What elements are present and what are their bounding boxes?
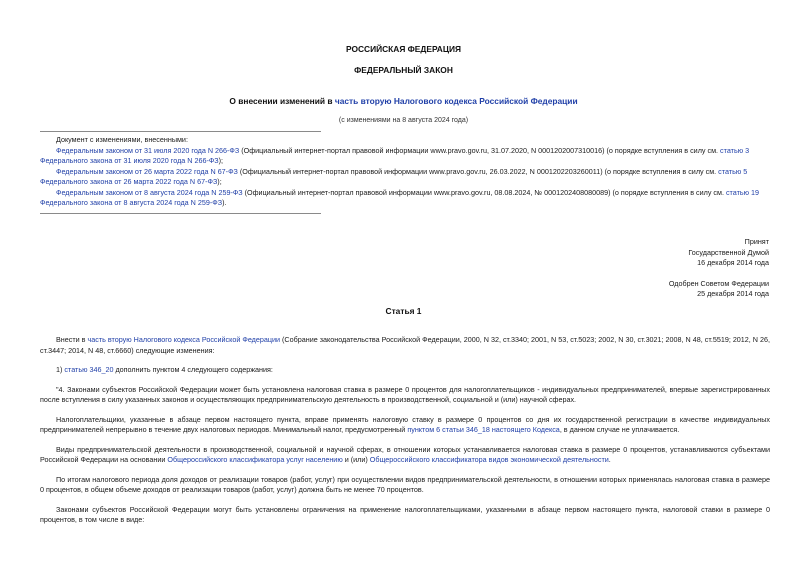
adoption-block: [669, 237, 769, 300]
country-heading: РОССИЙСКАЯ ФЕДЕРАЦИЯ: [345, 44, 462, 54]
article-title: Статья 1: [385, 306, 422, 316]
title-link-tax-code[interactable]: часть вторую Налогового кодекса Российской Федерации: [334, 96, 578, 106]
article-link-okved[interactable]: Общероссийского классификатора видов экономической деятельности: [369, 455, 609, 464]
adoption-council: Одобрен Советом Федерации: [668, 278, 769, 288]
article-paragraph-3: "4. Законами субъектов Российской Федерации может быть установлена налоговая ставка в размере 0 процентов для налогоплательщиков - индивидуальных предпринимателей, впервые зарегистрированных после вступления в силу указанных законов и осуществляющих предпринимательскую деятельность в производственной, социальной и (или) научной сферах.: [40, 384, 770, 404]
change-link-67fz[interactable]: Федеральным законом от 26 марта 2022 года N 67-ФЗ: [56, 166, 238, 176]
change-link-259fz[interactable]: Федеральным законом от 8 августа 2024 года N 259-ФЗ: [56, 187, 243, 197]
article-paragraph-5: Виды предпринимательской деятельности в производственной, социальной и научной сферах, в отношении которых устанавливается налоговая ставка в размере 0 процентов, устанавливаются субъектами Российской Федерации на основании Общероссийского классификатора услуг населению и (или) Общероссийского классификатора видов экономической деятельности.: [40, 444, 770, 464]
change-link-266fz[interactable]: Федеральным законом от 31 июля 2020 года N 266-ФЗ: [56, 145, 240, 155]
title-prefix: О внесении изменений в: [229, 96, 335, 106]
changes-intro: Документ с изменениями, внесенными:: [56, 135, 188, 144]
article-paragraph-7: Законами субъектов Российской Федерации могут быть установлены ограничения на применение налогоплательщиками, указанными в абзаце первом настоящего пункта, налоговой ставки в размере 0 процентов, в том числе в виде:: [40, 504, 770, 524]
adoption-council-date: 25 декабря 2014 года: [697, 289, 769, 298]
adoption-accepted: Принят: [744, 237, 769, 246]
change-item-3: Федеральным законом от 8 августа 2024 года N 259-ФЗ (Официальный интернет-портал правовой информации www.pravo.gov.ru, 08.08.2024, № 0001202408080089) (о порядке вступления в силу см. статью 19 Федерального закона от 8 августа 2024 года N 259-ФЗ).: [40, 187, 760, 207]
article-paragraph-4: Налогоплательщики, указанные в абзаце первом настоящего пункта, вправе применять налоговую ставку в размере 0 процентов со дня их государственной регистрации в качестве индивидуальных предпринимателей непрерывно в течение двух налоговых периодов. Минимальный налог, предусмотренный пунктом 6 статьи 346_18 настоящего Кодекса, в данном случае не уплачивается.: [40, 414, 770, 434]
article-paragraph-2: 1) статью 346_20 дополнить пунктом 4 следующего содержания:: [56, 365, 273, 374]
change-article-link-259fz[interactable]: статью 19 Федерального закона от 8 августа 2024 года N 259-ФЗ: [40, 187, 760, 207]
article-link-tax-code[interactable]: часть вторую Налогового кодекса Российской Федерации: [87, 335, 281, 344]
article-link-346-20[interactable]: статью 346_20: [64, 365, 114, 374]
article-link-346-18[interactable]: пунктом 6 статьи 346_18 настоящего Кодекса: [407, 425, 560, 434]
article-link-okun[interactable]: Общероссийского классификатора услуг населению: [167, 455, 343, 464]
document-title: [0, 96, 807, 107]
change-article-link-266fz[interactable]: статью 3 Федерального закона от 31 июля 2020 года N 266-ФЗ: [40, 145, 750, 165]
article-paragraph-1: Внести в часть вторую Налогового кодекса Российской Федерации (Собрание законодательства Российской Федерации, 2000, N 32, ст.3340; 2001, N 53, ст.5023; 2002, N 30, ст.3021; 2008, N 48, ст.5519; 2012, N 26, ст.3447; 2014, N 48, ст.6660) следующие изменения:: [40, 335, 770, 355]
adoption-duma: Государственной Думой: [688, 247, 769, 257]
article-paragraph-6: По итогам налогового периода доля доходов от реализации товаров (работ, услуг) при осуществлении видов предпринимательской деятельности, в отношении которых применялась налоговая ставка в размере 0 процентов, в общем объеме доходов от реализации товаров (работ, услуг) должна быть не менее 70 процентов.: [40, 474, 770, 494]
changes-block: [40, 135, 770, 209]
doc-type-heading: ФЕДЕРАЛЬНЫЙ ЗАКОН: [354, 65, 453, 75]
changes-bottom-rule: [40, 213, 321, 214]
adoption-duma-date: 16 декабря 2014 года: [697, 258, 769, 267]
change-article-link-67fz[interactable]: статью 5 Федерального закона от 26 марта 2022 года N 67-ФЗ: [40, 166, 748, 186]
change-item-1: Федеральным законом от 31 июля 2020 года N 266-ФЗ (Официальный интернет-портал правовой информации www.pravo.gov.ru, 31.07.2020, N 0001202007310016) (о порядке вступления в силу см. статью 3 Федерального закона от 31 июля 2020 года N 266-ФЗ);: [40, 145, 750, 165]
change-item-2: Федеральным законом от 26 марта 2022 года N 67-ФЗ (Официальный интернет-портал правовой информации www.pravo.gov.ru, 26.03.2022, N 0001202203260011) (о порядке вступления в силу см. статью 5 Федерального закона от 26 марта 2022 года N 67-ФЗ);: [40, 166, 748, 186]
revision-note: (с изменениями на 8 августа 2024 года): [338, 117, 469, 124]
changes-top-rule: [40, 131, 321, 132]
article-body: [40, 335, 770, 526]
